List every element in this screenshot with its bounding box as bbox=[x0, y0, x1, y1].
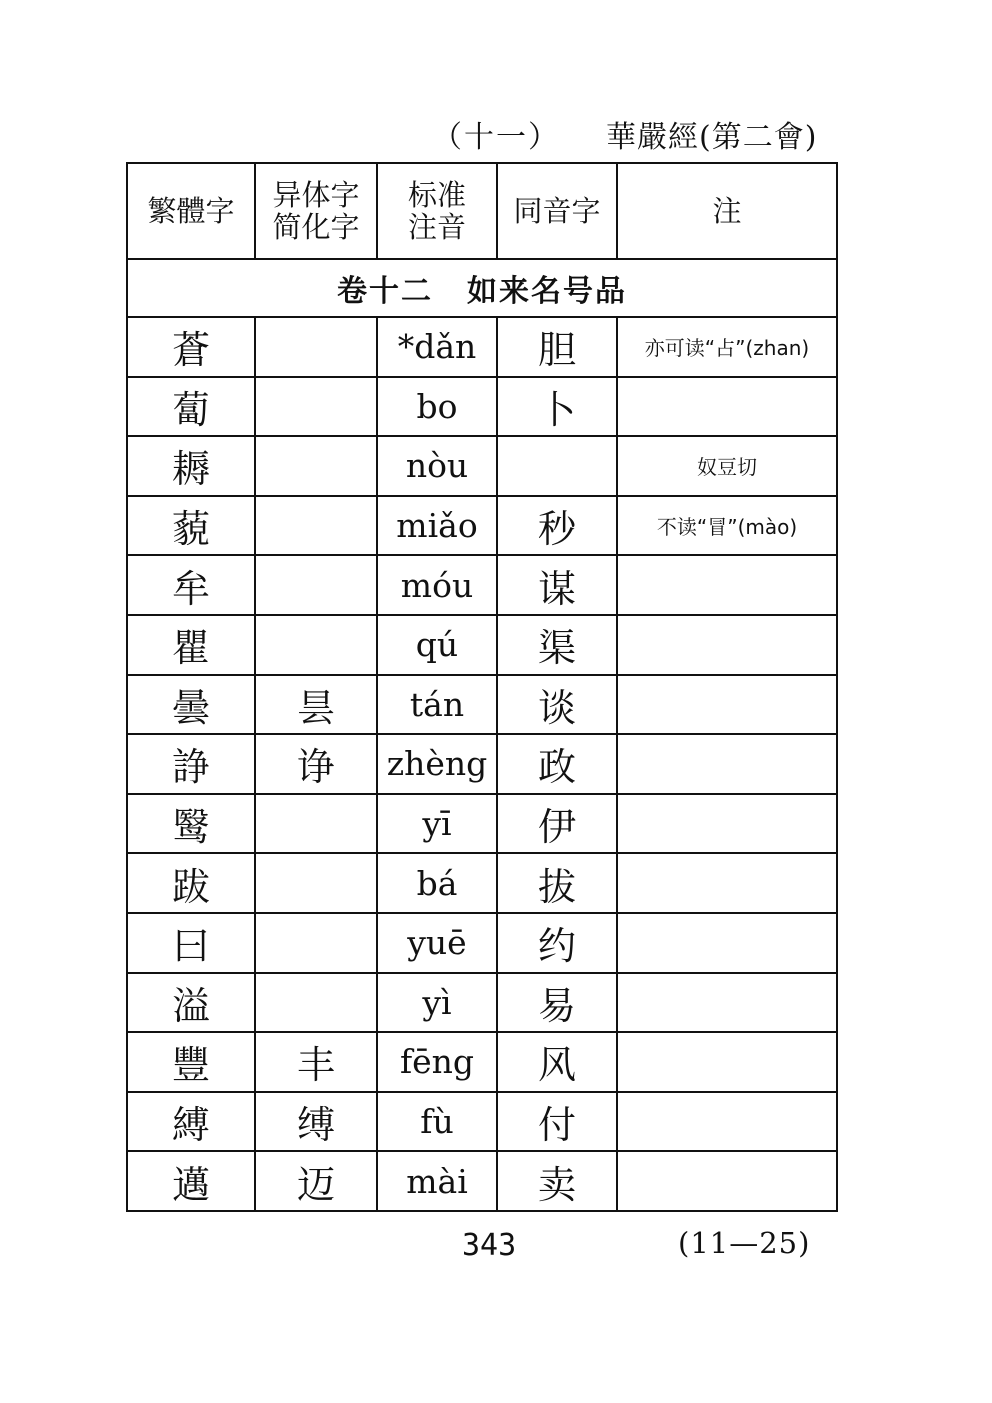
pinyin-cell: mài bbox=[377, 1151, 497, 1211]
table-row bbox=[127, 794, 837, 854]
pinyin-cell: zhèng bbox=[377, 734, 497, 794]
col-header-traditional: 繁體字 bbox=[127, 163, 255, 259]
table-row bbox=[127, 1151, 837, 1211]
traditional-char-cell: 邁 bbox=[127, 1151, 255, 1211]
pinyin-cell: *dǎn bbox=[377, 317, 497, 377]
variant-char-cell bbox=[255, 496, 377, 556]
table-row bbox=[127, 496, 837, 556]
homophone-char-cell: 伊 bbox=[497, 794, 617, 854]
col-header-pinyin: 标准 注音 bbox=[377, 163, 497, 259]
homophone-char-cell: 胆 bbox=[497, 317, 617, 377]
variant-char-cell bbox=[255, 615, 377, 675]
traditional-char-cell: 跋 bbox=[127, 853, 255, 913]
variant-char-cell: 缚 bbox=[255, 1092, 377, 1152]
col-header-homophone: 同音字 bbox=[497, 163, 617, 259]
homophone-char-cell: 秒 bbox=[497, 496, 617, 556]
table-row bbox=[127, 853, 837, 913]
table-row bbox=[127, 734, 837, 794]
col-header-note: 注 bbox=[617, 163, 837, 259]
traditional-char-cell: 曇 bbox=[127, 675, 255, 735]
traditional-char-cell: 縛 bbox=[127, 1092, 255, 1152]
traditional-char-cell: 鹥 bbox=[127, 794, 255, 854]
homophone-char-cell: 易 bbox=[497, 973, 617, 1033]
traditional-char-cell: 諍 bbox=[127, 734, 255, 794]
note-cell bbox=[617, 853, 837, 913]
table-row bbox=[127, 555, 837, 615]
variant-char-cell: 诤 bbox=[255, 734, 377, 794]
homophone-char-cell: 谋 bbox=[497, 555, 617, 615]
homophone-char-cell: 拔 bbox=[497, 853, 617, 913]
homophone-char-cell: 渠 bbox=[497, 615, 617, 675]
pinyin-cell: fù bbox=[377, 1092, 497, 1152]
note-cell: 奴豆切 bbox=[617, 436, 837, 496]
table-row bbox=[127, 1092, 837, 1152]
variant-char-cell bbox=[255, 913, 377, 973]
variant-char-cell: 迈 bbox=[255, 1151, 377, 1211]
variant-char-cell: 丰 bbox=[255, 1032, 377, 1092]
variant-char-cell bbox=[255, 317, 377, 377]
pinyin-cell: bá bbox=[377, 853, 497, 913]
variant-char-cell bbox=[255, 555, 377, 615]
note-cell bbox=[617, 973, 837, 1033]
pinyin-cell: miǎo bbox=[377, 496, 497, 556]
chapter-label: 如来名号品 bbox=[467, 274, 627, 309]
homophone-char-cell: 政 bbox=[497, 734, 617, 794]
note-cell bbox=[617, 377, 837, 437]
table-row bbox=[127, 377, 837, 437]
homophone-char-cell bbox=[497, 436, 617, 496]
pinyin-cell: yī bbox=[377, 794, 497, 854]
pinyin-cell: bo bbox=[377, 377, 497, 437]
homophone-char-cell: 谈 bbox=[497, 675, 617, 735]
variant-char-cell bbox=[255, 794, 377, 854]
table-row bbox=[127, 675, 837, 735]
page-reference: (11—25) bbox=[678, 1226, 811, 1260]
pinyin-cell: nòu bbox=[377, 436, 497, 496]
traditional-char-cell: 藐 bbox=[127, 496, 255, 556]
traditional-char-cell: 蒼 bbox=[127, 317, 255, 377]
glossary-table bbox=[126, 162, 838, 1212]
note-cell: 不读“冒”(mào) bbox=[617, 496, 837, 556]
note-cell bbox=[617, 1092, 837, 1152]
traditional-char-cell: 曰 bbox=[127, 913, 255, 973]
table-row bbox=[127, 615, 837, 675]
note-cell bbox=[617, 1151, 837, 1211]
traditional-char-cell: 牟 bbox=[127, 555, 255, 615]
note-cell bbox=[617, 734, 837, 794]
homophone-char-cell: 卜 bbox=[497, 377, 617, 437]
homophone-char-cell: 卖 bbox=[497, 1151, 617, 1211]
pinyin-cell: qú bbox=[377, 615, 497, 675]
traditional-char-cell: 耨 bbox=[127, 436, 255, 496]
chapter-heading bbox=[127, 259, 837, 317]
table-row bbox=[127, 1032, 837, 1092]
note-cell bbox=[617, 675, 837, 735]
homophone-char-cell: 约 bbox=[497, 913, 617, 973]
note-cell: 亦可读“占”(zhan) bbox=[617, 317, 837, 377]
traditional-char-cell: 蔔 bbox=[127, 377, 255, 437]
pinyin-cell: yì bbox=[377, 973, 497, 1033]
traditional-char-cell: 溢 bbox=[127, 973, 255, 1033]
note-cell bbox=[617, 615, 837, 675]
table-row bbox=[127, 973, 837, 1033]
variant-char-cell bbox=[255, 853, 377, 913]
pinyin-cell: tán bbox=[377, 675, 497, 735]
variant-char-cell bbox=[255, 436, 377, 496]
homophone-char-cell: 风 bbox=[497, 1032, 617, 1092]
table-header-row bbox=[127, 163, 837, 259]
volume-label: 卷十二 bbox=[337, 274, 433, 309]
table-row bbox=[127, 317, 837, 377]
sutra-title: 華嚴經(第二會) bbox=[606, 120, 818, 155]
note-cell bbox=[617, 913, 837, 973]
traditional-char-cell: 瞿 bbox=[127, 615, 255, 675]
homophone-char-cell: 付 bbox=[497, 1092, 617, 1152]
table-row bbox=[127, 913, 837, 973]
pinyin-cell: móu bbox=[377, 555, 497, 615]
pinyin-cell: fēng bbox=[377, 1032, 497, 1092]
variant-char-cell: 昙 bbox=[255, 675, 377, 735]
chapter-heading-row bbox=[127, 259, 837, 317]
pinyin-cell: yuē bbox=[377, 913, 497, 973]
traditional-char-cell: 豐 bbox=[127, 1032, 255, 1092]
col-header-variant: 异体字 简化字 bbox=[255, 163, 377, 259]
section-number: （十一） bbox=[432, 120, 560, 155]
note-cell bbox=[617, 555, 837, 615]
table-row bbox=[127, 436, 837, 496]
note-cell bbox=[617, 1032, 837, 1092]
page-number: 343 bbox=[462, 1228, 517, 1263]
variant-char-cell bbox=[255, 377, 377, 437]
variant-char-cell bbox=[255, 973, 377, 1033]
note-cell bbox=[617, 794, 837, 854]
